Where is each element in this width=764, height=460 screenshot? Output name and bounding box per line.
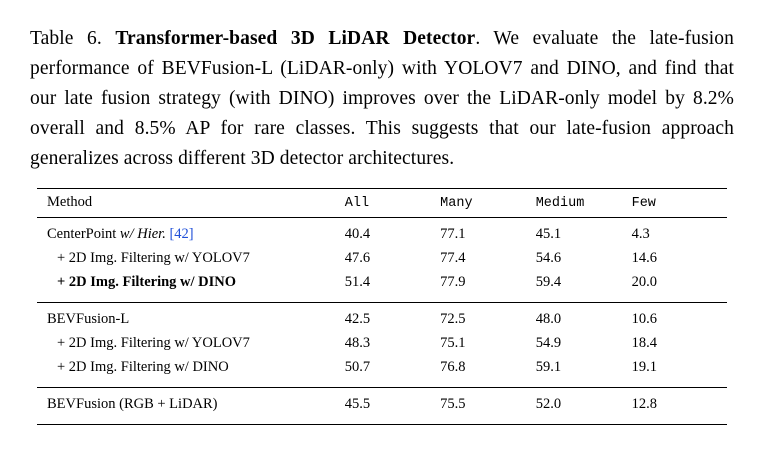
- table-row: [37, 246, 727, 270]
- cell-method: [37, 270, 345, 294]
- method-name: + 2D Img. Filtering w/ YOLOV7: [57, 249, 250, 266]
- column-header-method: Method: [47, 194, 93, 210]
- cell-method: [37, 246, 345, 270]
- column-header-all: All: [344, 196, 370, 211]
- cell-all: 51.4: [344, 273, 371, 290]
- table-row: [37, 392, 727, 416]
- cell-medium: 59.4: [535, 273, 562, 290]
- cell-medium: 48.0: [535, 310, 562, 327]
- cell-many: 77.4: [440, 249, 466, 266]
- method-name: + 2D Img. Filtering w/ DINO: [57, 358, 229, 375]
- caption-title: Transformer-based 3D LiDAR Detector: [115, 28, 476, 49]
- cell-medium: 59.1: [535, 358, 562, 375]
- table-row: [37, 307, 727, 331]
- method-name: + 2D Img. Filtering w/ DINO: [57, 273, 237, 290]
- cell-medium: 52.0: [535, 395, 562, 412]
- spacer: [37, 379, 727, 387]
- cell-few: 19.1: [631, 358, 657, 375]
- cell-many: 77.9: [440, 273, 466, 290]
- table-row: [37, 355, 727, 379]
- cell-many: 72.5: [440, 310, 466, 327]
- cell-few: 20.0: [631, 273, 657, 290]
- cell-many: 76.8: [440, 358, 466, 375]
- cell-method: BEVFusion-L: [47, 310, 130, 327]
- cell-medium: 54.9: [535, 334, 562, 351]
- cell-few: 14.6: [631, 249, 657, 266]
- spacer: [37, 416, 727, 424]
- table-row: [37, 222, 727, 246]
- table-row: [37, 270, 727, 294]
- table-header-row: [37, 189, 727, 218]
- column-header-medium: Medium: [535, 196, 585, 211]
- cell-many: 75.5: [440, 395, 466, 412]
- cell-all: 40.4: [344, 225, 371, 242]
- results-table: [37, 188, 727, 425]
- cell-all: 42.5: [344, 310, 371, 327]
- cell-all: 45.5: [344, 395, 371, 412]
- cell-all: 48.3: [344, 334, 371, 351]
- cell-all: 50.7: [344, 358, 371, 375]
- cell-few: 12.8: [631, 395, 657, 412]
- caption-body: . We evaluate the late-fusion performance of BEVFusion-L (LiDAR-only) with YOLOV7 and DINO, and find that our late fusion strategy (with DINO) improves over the LiDAR-only model by 8.2% overall and 8.5% AP for rare classes. This suggests that our late-fusion approach generalizes across different 3D detector architectures.: [30, 28, 734, 169]
- table-row: [37, 331, 727, 355]
- spacer: [37, 294, 727, 302]
- cell-few: 10.6: [631, 310, 657, 327]
- cell-method: BEVFusion (RGB + LiDAR): [47, 395, 218, 412]
- cell-few: 18.4: [631, 334, 657, 351]
- caption-label: Table 6.: [30, 28, 102, 49]
- method-name: + 2D Img. Filtering w/ YOLOV7: [57, 334, 250, 351]
- cell-method: [37, 222, 345, 246]
- citation-link[interactable]: [42]: [169, 225, 194, 242]
- method-name-prefix: CenterPoint: [47, 225, 120, 242]
- column-header-many: Many: [440, 196, 473, 211]
- cell-medium: 54.6: [535, 249, 562, 266]
- method-name-italic: w/ Hier.: [119, 225, 166, 242]
- cell-many: 75.1: [440, 334, 466, 351]
- cell-many: 77.1: [440, 225, 466, 242]
- cell-few: 4.3: [631, 225, 650, 242]
- cell-all: 47.6: [344, 249, 371, 266]
- cell-method: [37, 355, 345, 379]
- table-caption: [30, 24, 734, 174]
- table-bottom-rule: [37, 424, 727, 425]
- cell-method: [37, 331, 345, 355]
- cell-medium: 45.1: [535, 225, 562, 242]
- column-header-few: Few: [631, 196, 656, 211]
